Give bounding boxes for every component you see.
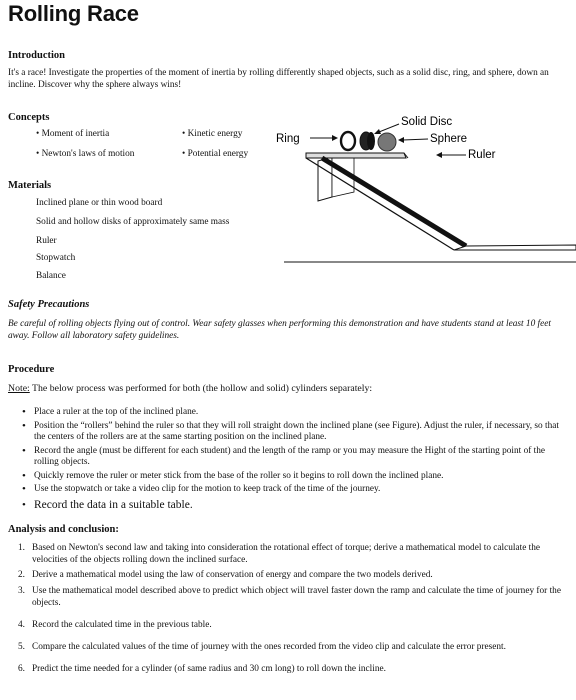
sphere-object: [378, 133, 396, 151]
solid-disc-label: Solid Disc: [401, 116, 453, 128]
material-item: Solid and hollow disks of approximately same mass: [36, 217, 230, 227]
procedure-steps: [22, 407, 562, 514]
material-item: Ruler: [36, 236, 57, 246]
procedure-note: [8, 383, 568, 395]
procedure-step: • Quickly remove the ruler or meter stick from the base of the roller so it begins to roll down the inclined plane.: [22, 471, 562, 483]
concepts-heading: Concepts: [8, 112, 50, 123]
note-text: The below process was performed for both (the hollow and solid) cylinders separately:: [29, 383, 373, 394]
procedure-step: • Record the data in a suitable table.: [22, 498, 562, 512]
ruler-label: Ruler: [468, 149, 496, 161]
safety-heading: Safety Precautions: [8, 299, 90, 310]
analysis-item: 1. Based on Newton's second law and taking into consideration the rotational effect of torque; derive a mathematical model to calculate the velocities of the objects rolling down the inclined surface.: [18, 543, 541, 565]
procedure-heading: Procedure: [8, 364, 55, 375]
concept-item: • Potential energy: [182, 149, 249, 159]
procedure-step: • Position the “rollers” behind the ruler so that they will roll straight down the inclined plane (see Figure). Adjust the ruler, if necessary, so that the centers of the rollers are at the same starting position on the inclined plane.: [22, 421, 562, 444]
materials-heading: Materials: [8, 180, 52, 191]
ring-label: Ring: [276, 133, 300, 145]
analysis-item: 6. Predict the time needed for a cylinder (of same radius and 30 cm long) to roll down the incline.: [18, 664, 386, 674]
incline-diagram: [276, 112, 576, 272]
page-title: Rolling Race: [8, 1, 139, 26]
safety-text: Be careful of rolling objects flying out of control. Wear safety glasses when performing this demonstration and have students stand at least 10 feet away. Follow all laboratory safety guidelines.: [8, 319, 551, 341]
introduction-heading: Introduction: [8, 50, 65, 61]
rolling-objects: [341, 132, 396, 151]
material-item: Balance: [36, 271, 66, 281]
concept-item: • Kinetic energy: [182, 129, 243, 139]
ramp-support: [318, 157, 354, 201]
analysis-heading: Analysis and conclusion:: [8, 524, 119, 535]
procedure-step: • Record the angle (must be different for each student) and the length of the ramp or you may measure the Hight of the starting point of the rolling objects.: [22, 446, 562, 469]
analysis-item: 3. Use the mathematical model described above to predict which object will travel faster down the ramp and calculate the time of journey for the objects.: [18, 586, 561, 608]
concept-item: • Newton's laws of motion: [36, 149, 135, 159]
introduction-text: It's a race! Investigate the properties of the moment of inertia by rolling differently shaped objects, such as a solid disc, ring, and sphere, down an incline. Discover why the sphere always wins!: [8, 68, 549, 90]
material-item: Stopwatch: [36, 253, 76, 263]
analysis-list: [18, 542, 563, 675]
ring-object: [341, 132, 355, 150]
concept-item: • Moment of inertia: [36, 129, 110, 139]
analysis-item: 4. Record the calculated time in the previous table.: [18, 620, 212, 630]
analysis-item: 5. Compare the calculated values of the time of journey with the ones recorded from the video clip and calculate the error present.: [18, 642, 506, 652]
procedure-step: • Use the stopwatch or take a video clip for the motion to keep track of the time of the journey.: [22, 484, 562, 496]
procedure-step: • Place a ruler at the top of the inclined plane.: [22, 407, 562, 419]
note-label: Note:: [8, 383, 30, 394]
sphere-label: Sphere: [430, 133, 468, 145]
material-item: Inclined plane or thin wood board: [36, 198, 163, 208]
analysis-item: 2. Derive a mathematical model using the law of conservation of energy and compare the two models derived.: [18, 570, 433, 580]
